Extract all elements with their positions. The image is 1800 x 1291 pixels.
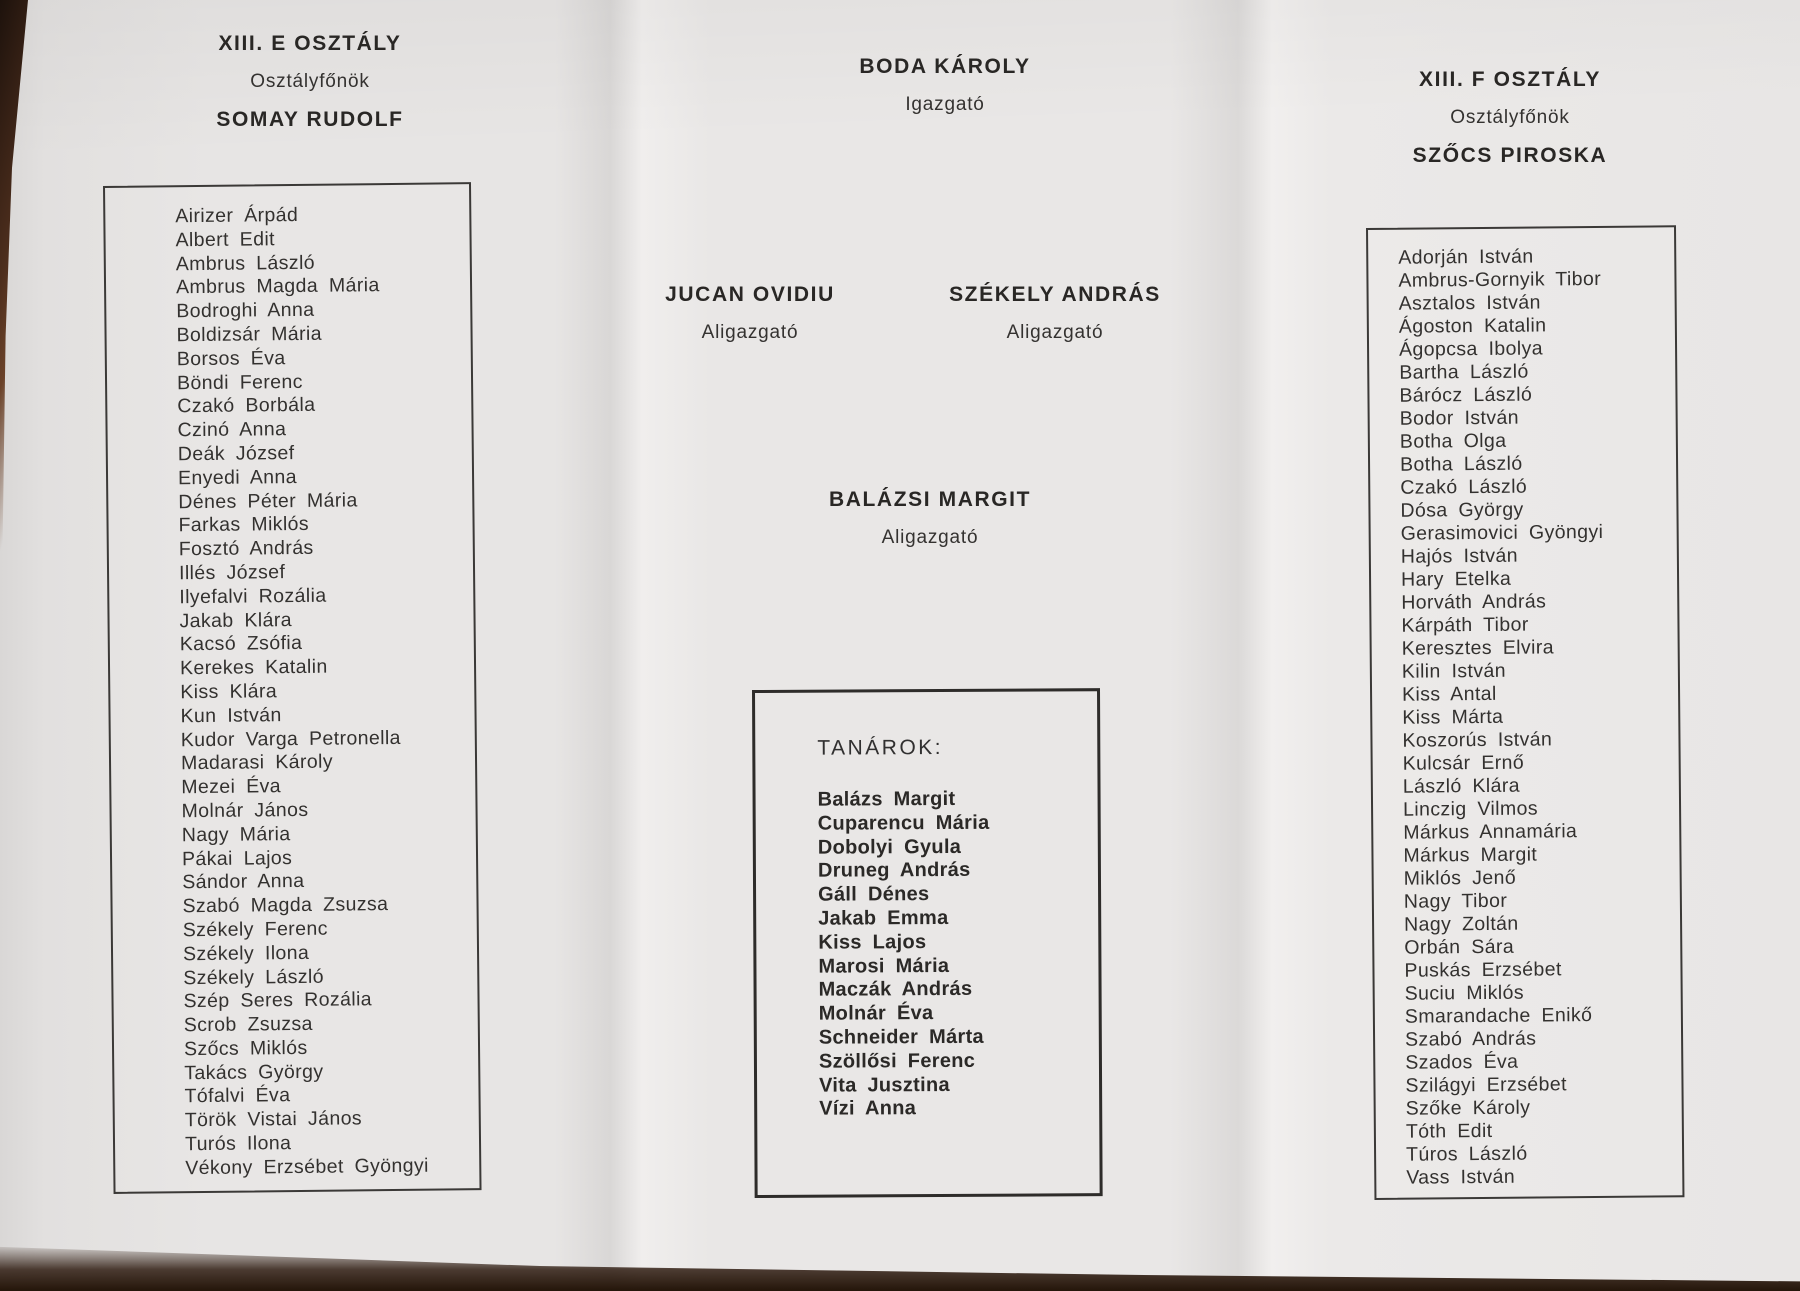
student-name: Keresztes Elvira — [1401, 636, 1555, 660]
deputy-right-name: SZÉKELY ANDRÁS — [949, 283, 1161, 306]
student-name: Orbán Sára — [1404, 935, 1515, 959]
student-name: Szőke Károly — [1405, 1096, 1531, 1120]
student-name: Illés József — [178, 561, 286, 585]
student-name: Kerekes Katalin — [179, 655, 328, 680]
student-name: Albert Edit — [175, 228, 276, 252]
class-e-title: XIII. E OSZTÁLY — [218, 32, 402, 55]
teacher-name: Jakab Emma — [818, 906, 949, 930]
student-name: Dénes Péter Mária — [178, 488, 358, 513]
student-name: Szilágyi Erzsébet — [1405, 1073, 1567, 1097]
student-name: Madarasi Károly — [180, 750, 334, 775]
student-name: Ágopcsa Ibolya — [1398, 337, 1544, 361]
student-name: Bodor István — [1399, 406, 1520, 430]
student-name: Kiss Klára — [180, 680, 278, 704]
book-edge-left — [0, 0, 40, 560]
teacher-name: Druneg András — [817, 859, 971, 883]
student-name: Szőcs Miklós — [183, 1036, 308, 1061]
class-e-header — [90, 32, 530, 132]
student-name: Czakó Borbála — [177, 394, 316, 418]
student-name: Puskás Erzsébet — [1404, 958, 1562, 982]
student-name: Vass István — [1406, 1165, 1516, 1189]
student-name: Tófalvi Éva — [184, 1084, 291, 1108]
teacher-name: Vízi Anna — [819, 1097, 917, 1121]
deputy-left-block — [625, 283, 875, 344]
student-name: Székely Ferenc — [182, 917, 328, 942]
student-name: Ilyefalvi Rozália — [179, 584, 327, 608]
class-e-role-label: Osztályfőnök — [250, 71, 370, 92]
class-f-header — [1315, 68, 1705, 168]
student-name: Szabó András — [1404, 1027, 1537, 1051]
student-name: Fosztó András — [178, 536, 314, 561]
student-name: Tóth Edit — [1405, 1119, 1493, 1143]
class-f-role-label: Osztályfőnök — [1450, 107, 1570, 128]
student-name: Sándor Anna — [182, 870, 305, 894]
student-name: Kárpáth Tibor — [1401, 613, 1529, 637]
director-block — [745, 55, 1145, 116]
student-name: Dósa György — [1400, 498, 1524, 522]
student-name: László Klára — [1402, 774, 1521, 798]
student-name: Enyedi Anna — [177, 465, 298, 489]
student-name: Böndi Ferenc — [176, 370, 303, 394]
student-name: Suciu Miklós — [1404, 981, 1525, 1005]
deputy-left-name: JUCAN OVIDIU — [665, 283, 835, 306]
teacher-name: Kiss Lajos — [818, 930, 927, 954]
student-name: Botha Olga — [1399, 429, 1507, 453]
student-name: Ambrus-Gornyik Tibor — [1398, 267, 1602, 292]
deputy-center-name: BALÁZSI MARGIT — [828, 488, 1032, 511]
class-e-student-list — [103, 182, 482, 1194]
student-name: Takács György — [184, 1060, 324, 1084]
teacher-name: Schneider Márta — [818, 1025, 984, 1049]
student-name: Smarandache Enikő — [1404, 1004, 1593, 1028]
student-name: Szabó Magda Zsuzsa — [182, 893, 389, 918]
teachers-list — [818, 787, 1100, 1122]
student-name: Bodroghi Anna — [176, 298, 315, 323]
deputy-center-role: Aligazgató — [881, 527, 979, 548]
student-name: Farkas Miklós — [178, 513, 310, 537]
student-name: Kilin István — [1401, 659, 1507, 683]
student-name: Scrob Zsuzsa — [183, 1012, 313, 1037]
student-name: Czinó Anna — [177, 418, 287, 442]
student-name: Koszorús István — [1402, 728, 1553, 752]
student-name: Bartha László — [1399, 360, 1529, 384]
student-name: Horváth András — [1401, 590, 1547, 614]
student-name: Borsos Éva — [176, 346, 286, 371]
student-name: Mezei Éva — [181, 775, 282, 799]
student-name: Jakab Klára — [179, 608, 293, 632]
student-name: Boldizsár Mária — [176, 322, 323, 347]
teacher-name: Marosi Mária — [818, 954, 950, 978]
student-name: Czakó László — [1400, 475, 1528, 499]
teacher-name: Vita Jusztina — [819, 1073, 950, 1097]
student-name: Márkus Margit — [1403, 843, 1538, 867]
teacher-name: Dobolyi Gyula — [817, 835, 962, 859]
student-name: Nagy Mária — [181, 822, 291, 846]
class-f-student-list — [1366, 225, 1684, 1200]
book-edge-bottom — [0, 1243, 1800, 1291]
student-name: Botha László — [1399, 452, 1523, 476]
teacher-name: Maczák András — [818, 978, 973, 1002]
teacher-name: Molnár Éva — [818, 1002, 934, 1025]
student-name: Bárócz László — [1399, 383, 1533, 407]
student-name: Asztalos István — [1398, 291, 1541, 315]
deputy-right-role: Aligazgató — [1006, 322, 1104, 343]
student-name: Ambrus Magda Mária — [175, 274, 380, 299]
student-name: Hary Etelka — [1400, 567, 1512, 591]
student-name: Kun István — [180, 703, 282, 727]
student-name: Márkus Annamária — [1403, 820, 1578, 844]
teacher-name: Gáll Dénes — [818, 883, 930, 906]
student-name: Kiss Márta — [1402, 705, 1504, 729]
deputy-center-block — [745, 488, 1115, 549]
student-name: Linczig Vilmos — [1402, 797, 1539, 821]
student-name: Airizer Árpád — [175, 203, 299, 228]
student-name: Turós Ilona — [184, 1132, 292, 1156]
deputy-right-block — [930, 283, 1180, 344]
student-name: Székely László — [183, 965, 325, 989]
student-name: Deák József — [177, 441, 295, 466]
class-f-teacher-name: SZŐCS PIROSKA — [1412, 144, 1608, 167]
student-name: Szados Éva — [1405, 1050, 1519, 1074]
student-name: Gerasimovici Gyöngyi — [1400, 520, 1604, 545]
student-name: Ambrus László — [175, 251, 316, 275]
class-f-title: XIII. F OSZTÁLY — [1419, 68, 1601, 91]
student-name: Hajós István — [1400, 544, 1519, 568]
teachers-heading: TANÁROK: — [817, 736, 944, 760]
student-name: Török Vistai János — [184, 1107, 363, 1132]
student-name: Ágoston Katalin — [1398, 314, 1547, 338]
student-name: Székely Ilona — [182, 941, 310, 965]
director-role: Igazgató — [905, 94, 985, 115]
student-name: Nagy Tibor — [1403, 889, 1508, 913]
student-name: Kudor Varga Petronella — [180, 726, 401, 751]
student-name: Kacsó Zsófia — [179, 632, 303, 656]
teachers-box — [752, 688, 1103, 1198]
student-name: Túros László — [1405, 1142, 1528, 1166]
deputy-left-role: Aligazgató — [701, 322, 799, 343]
student-name: Kiss Antal — [1401, 682, 1497, 706]
teacher-name: Szöllősi Ferenc — [818, 1049, 976, 1073]
student-name: Molnár János — [181, 798, 309, 823]
student-name: Nagy Zoltán — [1403, 912, 1519, 936]
class-e-teacher-name: SOMAY RUDOLF — [216, 108, 404, 131]
student-name: Adorján István — [1398, 245, 1534, 269]
student-name: Vékony Erzsébet Gyöngyi — [185, 1154, 429, 1180]
teacher-name: Balázs Margit — [817, 787, 956, 811]
student-name: Szép Seres Rozália — [183, 988, 373, 1013]
teacher-name: Cuparencu Mária — [817, 811, 990, 835]
student-name: Kulcsár Ernő — [1402, 751, 1525, 775]
student-name: Miklós Jenő — [1403, 866, 1517, 890]
director-name: BODA KÁROLY — [859, 55, 1031, 78]
student-name: Pákai Lajos — [181, 846, 293, 870]
